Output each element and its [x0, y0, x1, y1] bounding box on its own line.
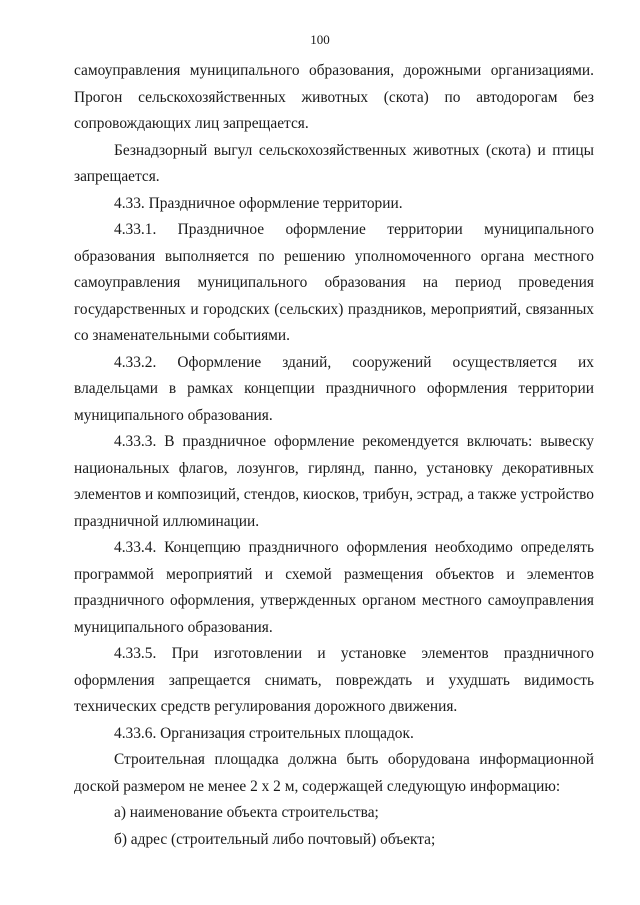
paragraph-4-33-4: 4.33.4. Концепцию праздничного оформления необходимо определять программой мероприятий и схемой размещения объектов и элементов праздничного оформления, утвержденных органом местного самоуправления муниципального образования.	[74, 539, 594, 636]
section-heading-4-33-6: 4.33.6. Организация строительных площадок.	[114, 724, 414, 742]
paragraph-4-33-5: 4.33.5. При изготовлении и установке элементов праздничного оформления запрещается снимать, повреждать и ухудшать видимость технических средств регулирования дорожного движения.	[74, 645, 594, 715]
paragraph-construction-site-board: Строительная площадка должна быть оборудована информационной доской размером не менее 2 х 2 м, содержащей следующую информацию:	[74, 751, 594, 795]
paragraph-4-33-2: 4.33.2. Оформление зданий, сооружений осуществляется их владельцами в рамках концепции праздничного оформления территории муниципального образования.	[74, 353, 594, 424]
section-heading-4-33: 4.33. Праздничное оформление территории.	[114, 194, 403, 212]
paragraph-stray-livestock: Безнадзорный выгул сельскохозяйственных животных (скота) и птицы запрещается.	[74, 141, 594, 185]
page-number: 100	[310, 32, 330, 47]
document-body	[74, 58, 594, 853]
paragraph-4-33-1: 4.33.1. Праздничное оформление территории муниципального образования выполняется по решению уполномоченного органа местного самоуправления муниципального образования на период проведения государственных и городских (сельских) праздников, мероприятий, связанных со знаменательными событиями.	[74, 221, 594, 344]
paragraph-continuation: самоуправления муниципального образования, дорожными организациями. Прогон сельскохозяйственных животных (скота) по автодорогам без сопровождающих лиц запрещается.	[74, 62, 594, 132]
list-item-a: а) наименование объекта строительства;	[114, 804, 379, 821]
list-item-b: б) адрес (строительный либо почтовый) объекта;	[114, 830, 436, 848]
paragraph-4-33-3: 4.33.3. В праздничное оформление рекомендуется включать: вывеску национальных флагов, лозунгов, гирлянд, панно, установку декоративных элементов и композиций, стендов, киосков, трибун, эстрад, а также устройство праздничной иллюминации.	[74, 433, 594, 530]
